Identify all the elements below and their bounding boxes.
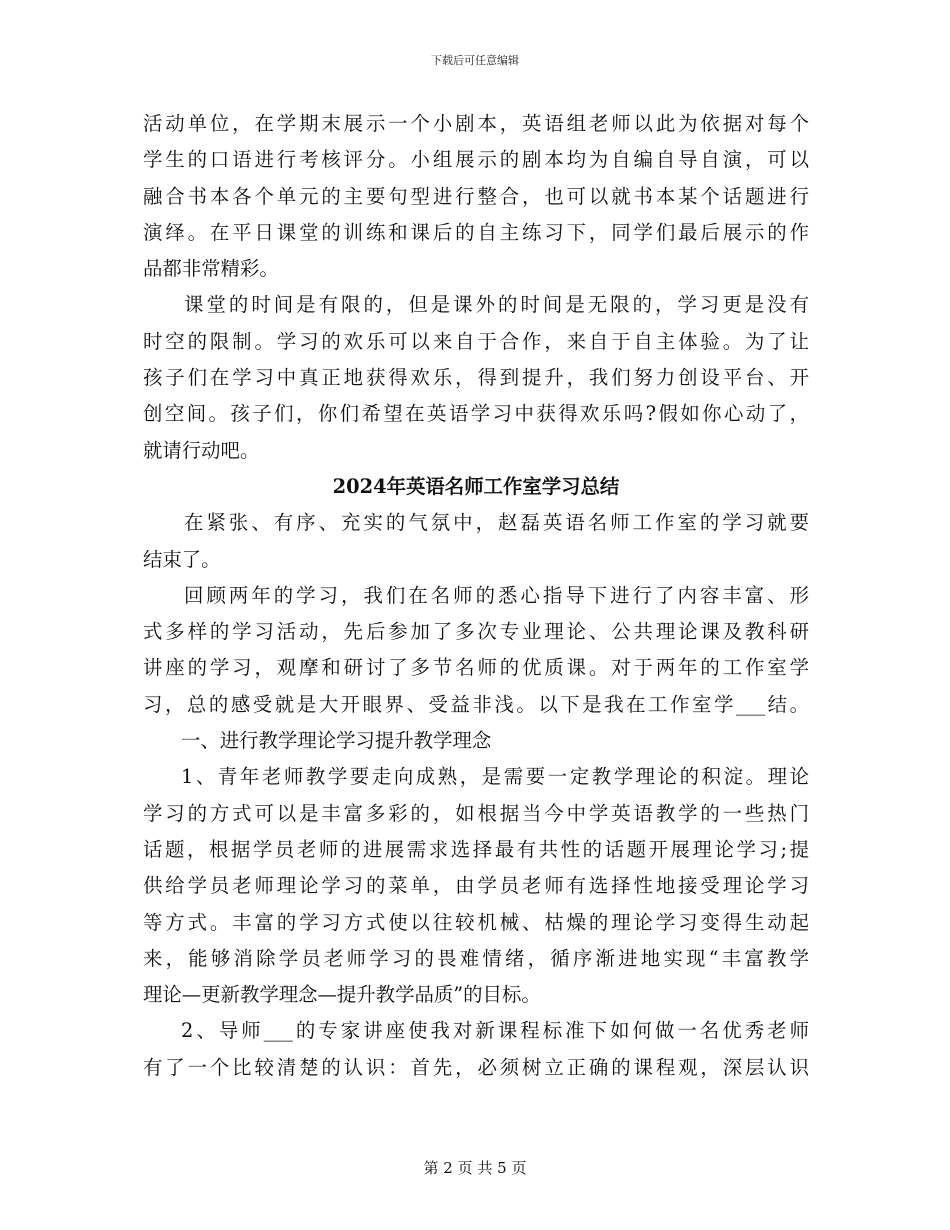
text-line-content: 讲座的学习，观摩和研讨了多节名师的优质课。对于两年的工作室学 [143,656,809,680]
text-line-content: 就请行动吧。 [143,438,260,462]
text-line [143,360,809,396]
text-line-content: 创空间。孩子们，你们希望在英语学习中获得欢乐吗?假如你心动了， [143,402,809,426]
text-line [143,251,809,287]
page-footer: 第 2 页 共 5 页 [423,1159,527,1177]
text-line [143,106,809,142]
text-line-content: 活动单位，在学期末展示一个小剧本，英语组老师以此为依据对每个 [143,112,809,135]
text-line [143,832,809,868]
text-line [143,796,809,832]
text-line [143,977,809,1013]
text-line [143,433,809,469]
text-line [143,324,809,360]
text-line-content: 学习的方式可以是丰富多彩的，如根据当今中学英语教学的一些热门 [143,801,809,825]
section-title: 2024年英语名师工作室学习总结 [332,474,620,498]
page-header: 下载后可任意编辑 [431,54,519,67]
text-line [143,941,809,977]
text-line-content: 1、青年老师教学要走向成熟，是需要一定教学理论的积淀。理论 [181,765,809,789]
text-line-content: 演绎。在平日课堂的训练和课后的自主练习下，同学们最后展示的作 [143,220,809,244]
text-line-content: 时空的限制。学习的欢乐可以来自于合作，来自于自主体验。为了让 [143,329,809,353]
text-line-content: 融合书本各个单元的主要句型进行整合，也可以就书本某个话题进行 [143,184,809,208]
text-line [143,759,809,795]
text-line-content: 来，能够消除学员老师学习的畏难情绪，循序渐进地实现“丰富教学 [143,946,809,970]
text-line-content: 2、导师___的专家讲座使我对新课程标准下如何做一名优秀老师 [181,1019,809,1043]
text-line-content: 习，总的感受就是大开眼界、受益非浅。以下是我在工作室学___结。 [143,692,809,716]
text-line-content: 品都非常精彩。 [143,257,279,281]
text-line-content: 孩子们在学习中真正地获得欢乐，得到提升，我们努力创设平台、开 [143,366,809,390]
text-line [143,179,809,215]
document-body [143,106,809,1086]
text-line [143,215,809,251]
text-line [143,1050,809,1086]
text-line [143,287,809,323]
text-line-content: 式多样的学习活动，先后参加了多次专业理论、公共理论课及教科研 [143,620,809,644]
text-line-content: 在紧张、有序、充实的气氛中，赵磊英语名师工作室的学习就要 [181,511,809,535]
text-line [143,505,809,541]
text-line [143,1013,809,1049]
text-line-content: 结束了。 [143,547,221,571]
text-line [143,650,809,686]
text-line-content: 有了一个比较清楚的认识：首先，必须树立正确的课程观，深层认识 [143,1055,809,1079]
text-line [143,578,809,614]
text-line-content: 话题，根据学员老师的进展需求选择最有共性的话题开展理论学习;提 [143,837,809,861]
text-line-content: 回顾两年的学习，我们在名师的悉心指导下进行了内容丰富、形 [181,583,809,607]
text-line [143,723,809,759]
text-line-content: 理论—更新教学理念—提升教学品质”的目标。 [143,983,541,1007]
text-line-content: 一、进行教学理论学习提升教学理念 [181,729,492,753]
text-line [143,614,809,650]
text-line-content: 学生的口语进行考核评分。小组展示的剧本均为自编自导自演，可以 [143,148,809,172]
text-line [143,542,809,578]
text-line-content: 课堂的时间是有限的，但是课外的时间是无限的，学习更是没有 [181,293,809,317]
text-line [143,905,809,941]
text-line [143,142,809,178]
text-line [143,687,809,723]
text-line-content: 供给学员老师理论学习的菜单，由学员老师有选择性地接受理论学习 [143,874,809,898]
text-line [143,396,809,432]
text-line-content: 等方式。丰富的学习方式使以往较机械、枯燥的理论学习变得生动起 [143,910,809,934]
text-line [143,868,809,904]
